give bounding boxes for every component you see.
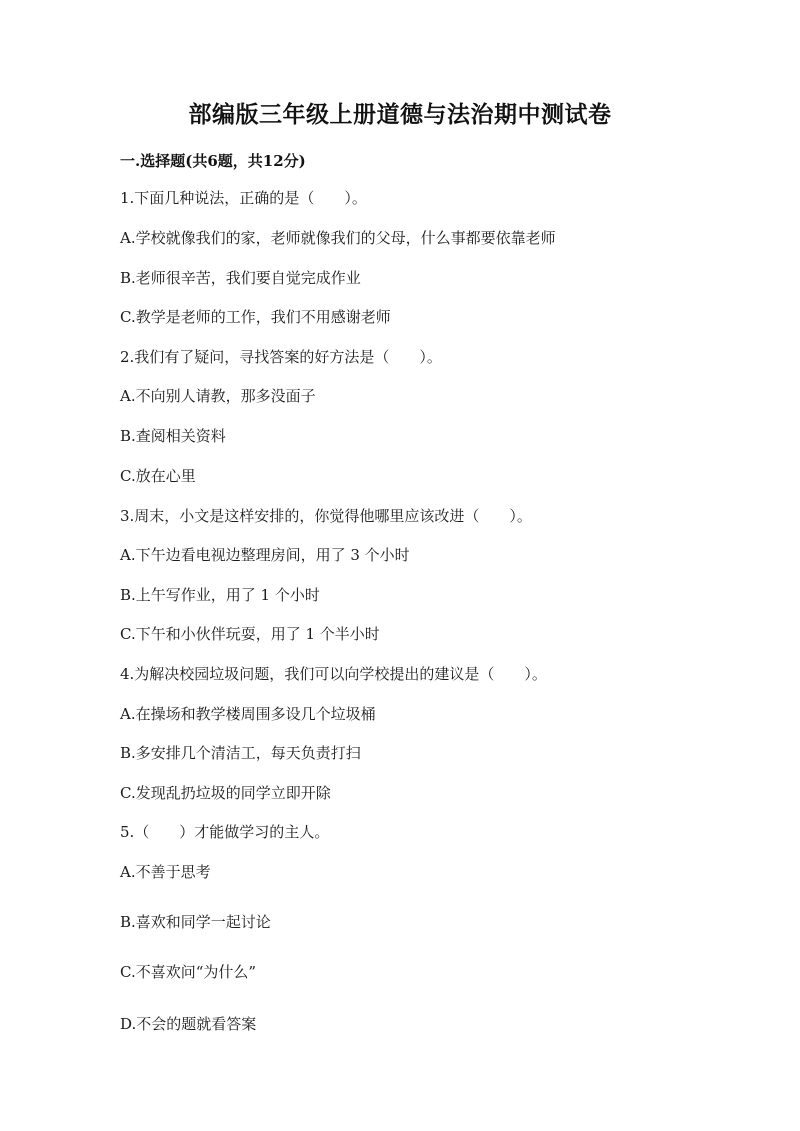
question-5-option-d: D.不会的题就看答案 [120, 1015, 257, 1033]
question-1-stem: 1.下面几种说法，正确的是（ ）。 [120, 189, 367, 207]
question-1-option-c: C.教学是老师的工作，我们不用感谢老师 [120, 308, 391, 326]
page-title: 部编版三年级上册道德与法治期中测试卷 [188, 101, 612, 128]
question-1-option-a: A.学校就像我们的家，老师就像我们的父母，什么事都要依靠老师 [120, 229, 556, 247]
question-3-option-b: B.上午写作业，用了 1 个小时 [120, 586, 320, 604]
question-2-option-a: A.不向别人请教，那多没面子 [120, 387, 316, 405]
question-4-stem: 4.为解决校园垃圾问题，我们可以向学校提出的建议是（ ）。 [120, 665, 547, 683]
question-5-stem: 5.（ ）才能做学习的主人。 [120, 823, 330, 841]
question-5-option-c: C.不喜欢问“为什么” [120, 963, 257, 981]
question-4-option-b: B.多安排几个清洁工，每天负责打扫 [120, 744, 361, 762]
question-1-option-b: B.老师很辛苦，我们要自觉完成作业 [120, 269, 361, 287]
question-5-option-b: B.喜欢和同学一起讨论 [120, 913, 271, 931]
question-3-option-a: A.下午边看电视边整理房间，用了 3 个小时 [120, 546, 410, 564]
question-2-option-b: B.查阅相关资料 [120, 427, 226, 445]
question-3-stem: 3.周末，小文是这样安排的，你觉得他哪里应该改进（ ）。 [120, 507, 532, 525]
question-2-stem: 2.我们有了疑问，寻找答案的好方法是（ ）。 [120, 348, 442, 366]
question-4-option-c: C.发现乱扔垃圾的同学立即开除 [120, 784, 331, 802]
question-3-option-c: C.下午和小伙伴玩耍，用了 1 个半小时 [120, 625, 380, 643]
question-5-option-a: A.不善于思考 [120, 863, 211, 881]
section-heading: 一.选择题(共6题，共12分) [120, 152, 306, 170]
question-2-option-c: C.放在心里 [120, 467, 196, 485]
question-4-option-a: A.在操场和教学楼周围多设几个垃圾桶 [120, 705, 376, 723]
